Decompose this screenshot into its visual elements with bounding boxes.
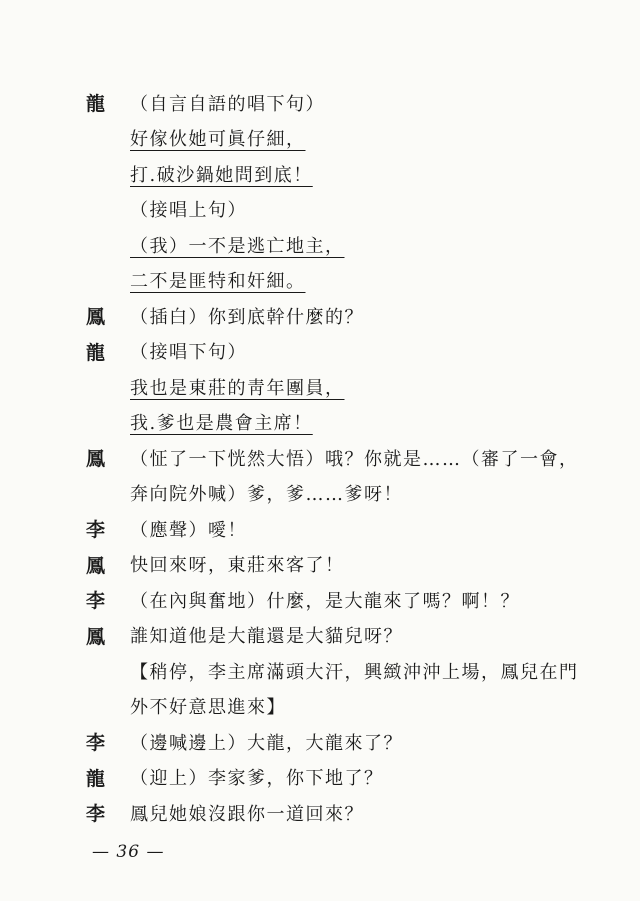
speaker-name: 李 [86, 803, 106, 826]
script-line [86, 369, 606, 405]
script-line [86, 760, 606, 796]
script-line [86, 689, 606, 725]
script-line [86, 121, 606, 157]
script-line [86, 724, 606, 760]
stage-direction: （接唱上句） [130, 200, 247, 222]
speaker-name: 鳳 [86, 625, 106, 648]
line-text: （插白）你到底幹什麼的？ [130, 306, 364, 328]
line-text: （怔了一下恍然大悟）哦？你就是……（審了一會， [130, 448, 579, 470]
lyric-text: 我.爹也是農會主席！ [130, 413, 313, 435]
speaker-name: 鳳 [86, 448, 106, 471]
script-line [86, 476, 606, 512]
lyric-text: 好傢伙她可眞仔細， [130, 129, 306, 151]
script-line [86, 334, 606, 370]
script-line [86, 192, 606, 228]
speaker-name: 鳳 [86, 554, 106, 577]
speaker-name: 鳳 [86, 306, 106, 329]
line-text: （邊喊邊上）大龍，大龍來了？ [130, 732, 403, 754]
script-line [86, 653, 606, 689]
line-text: （應聲）噯！ [130, 519, 247, 541]
script-line [86, 298, 606, 334]
script-line [86, 795, 606, 831]
page-number: — 36 — [92, 842, 165, 862]
script-line [86, 85, 606, 121]
script-line [86, 263, 606, 299]
speaker-name: 李 [86, 732, 106, 755]
line-text: 鳳兒她娘沒跟你一道回來？ [130, 803, 364, 825]
speaker-name: 李 [86, 590, 106, 613]
speaker-name: 龍 [86, 767, 106, 790]
script-line [86, 547, 606, 583]
line-text: 快回來呀，東莊來客了！ [130, 555, 345, 577]
stage-direction: 【稍停，李主席滿頭大汗，興緻沖沖上場，鳳兒在門 [130, 661, 579, 683]
speaker-name: 龍 [86, 341, 106, 364]
lyric-text: （我）一不是逃亡地主， [130, 235, 345, 257]
script-line [86, 582, 606, 618]
stage-direction: 外不好意思進來】 [130, 697, 286, 719]
line-text: （自言自語的唱下句） [130, 93, 325, 115]
script-line [86, 511, 606, 547]
line-text: （迎上）李家爹，你下地了？ [130, 768, 384, 790]
script-line [86, 405, 606, 441]
line-text: 誰知道他是大龍還是大貓兒呀？ [130, 626, 403, 648]
lyric-text: 二不是匪特和奸細。 [130, 271, 306, 293]
line-text: 奔向院外喊）爹，爹……爹呀！ [130, 484, 403, 506]
script-text [86, 85, 606, 831]
script-line [86, 156, 606, 192]
script-line [86, 618, 606, 654]
line-text: （接唱下句） [130, 342, 247, 364]
script-line [86, 227, 606, 263]
lyric-text: 我也是東莊的靑年團員， [130, 377, 345, 399]
line-text: （在內與奮地）什麼，是大龍來了嗎？啊！？ [130, 590, 520, 612]
script-line [86, 440, 606, 476]
lyric-text: 打.破沙鍋她問到底！ [130, 164, 313, 186]
speaker-name: 李 [86, 519, 106, 542]
speaker-name: 龍 [86, 93, 106, 116]
